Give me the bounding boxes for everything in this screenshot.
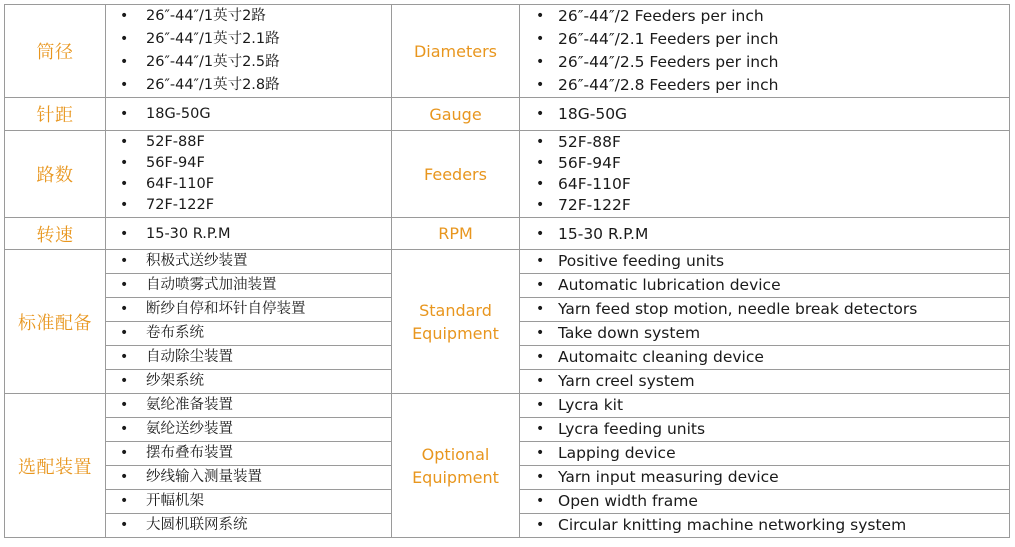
cn-list-diameters: [106, 5, 392, 98]
list-item: • 56F-94F: [106, 153, 391, 174]
en-list-diameters: [520, 5, 1010, 98]
list-item: • 72F-122F: [106, 195, 391, 216]
en-label-standard-line2: Equipment: [412, 323, 499, 343]
cn-cell-optional: [106, 466, 392, 490]
list-item: • 26″-44″/2.1 Feeders per inch: [520, 28, 1009, 51]
cn-label-rpm: 转速: [5, 218, 106, 250]
cn-label-feeders: 路数: [5, 131, 106, 218]
row-gauge: [5, 98, 1010, 131]
list-item: • 26″-44″/1英寸2路: [106, 5, 391, 28]
cn-cell-standard: [106, 250, 392, 274]
cn-cell-optional: [106, 394, 392, 418]
cn-label-standard: 标准配备: [5, 250, 106, 394]
row-diameters: [5, 5, 1010, 98]
list-item: • 26″-44″/1英寸2.8路: [106, 74, 391, 97]
cn-list-feeders: [106, 131, 392, 218]
en-cell-optional: [520, 442, 1010, 466]
list-item: • Automaitc cleaning device: [520, 346, 1009, 369]
list-item: • 摆布叠布装置: [106, 442, 391, 465]
cn-cell-standard: [106, 370, 392, 394]
cn-list-rpm: [106, 218, 392, 250]
en-cell-optional: [520, 394, 1010, 418]
list-item: • Lycra feeding units: [520, 418, 1009, 441]
en-label-rpm: RPM: [392, 218, 520, 250]
list-item: • Automatic lubrication device: [520, 274, 1009, 297]
list-item: • Circular knitting machine networking system: [520, 514, 1009, 537]
list-item: • 自动除尘装置: [106, 346, 391, 369]
cn-cell-optional: [106, 514, 392, 538]
en-cell-optional: [520, 466, 1010, 490]
en-label-feeders: Feeders: [392, 131, 520, 218]
list-item: • 卷布系统: [106, 322, 391, 345]
row-rpm: [5, 218, 1010, 250]
list-item: • 大圆机联网系统: [106, 514, 391, 537]
list-item: • 52F-88F: [106, 132, 391, 153]
en-label-optional-line1: Optional: [421, 444, 490, 464]
en-label-standard: [392, 250, 520, 394]
row-optional: [5, 394, 1010, 418]
cn-cell-standard: [106, 346, 392, 370]
en-label-standard-line1: Standard: [419, 300, 492, 320]
list-item: • Positive feeding units: [520, 250, 1009, 273]
en-cell-standard: [520, 274, 1010, 298]
en-list-feeders: [520, 131, 1010, 218]
list-item: • 26″-44″/1英寸2.5路: [106, 51, 391, 74]
list-item: • Lycra kit: [520, 394, 1009, 417]
en-cell-standard: [520, 346, 1010, 370]
list-item: • Yarn feed stop motion, needle break detectors: [520, 298, 1009, 321]
en-label-optional-line2: Equipment: [412, 467, 499, 487]
list-item: • 26″-44″/2.8 Feeders per inch: [520, 74, 1009, 97]
list-item: • 自动喷雾式加油装置: [106, 274, 391, 297]
en-cell-optional: [520, 418, 1010, 442]
cn-label-optional: 选配装置: [5, 394, 106, 538]
list-item: • Lapping device: [520, 442, 1009, 465]
cn-cell-optional: [106, 442, 392, 466]
list-item: • 纱架系统: [106, 370, 391, 393]
list-item: • Open width frame: [520, 490, 1009, 513]
en-cell-standard: [520, 298, 1010, 322]
list-item: • 26″-44″/1英寸2.1路: [106, 28, 391, 51]
cn-cell-standard: [106, 322, 392, 346]
en-cell-standard: [520, 322, 1010, 346]
en-cell-optional: [520, 514, 1010, 538]
list-item: • 18G-50G: [106, 99, 391, 129]
cn-list-gauge: [106, 98, 392, 131]
list-item: • 开幅机架: [106, 490, 391, 513]
list-item: • 18G-50G: [520, 99, 1009, 129]
list-item: • Yarn creel system: [520, 370, 1009, 393]
en-list-gauge: [520, 98, 1010, 131]
list-item: • 15-30 R.P.M: [106, 219, 391, 249]
row-feeders: [5, 131, 1010, 218]
row-standard: [5, 250, 1010, 274]
en-label-diameters: Diameters: [392, 5, 520, 98]
list-item: • 52F-88F: [520, 132, 1009, 153]
en-cell-standard: [520, 250, 1010, 274]
cn-cell-standard: [106, 298, 392, 322]
cn-label-gauge: 针距: [5, 98, 106, 131]
cn-cell-optional: [106, 418, 392, 442]
list-item: • 56F-94F: [520, 153, 1009, 174]
list-item: • 64F-110F: [520, 174, 1009, 195]
cn-cell-optional: [106, 490, 392, 514]
list-item: • 氨纶送纱装置: [106, 418, 391, 441]
en-label-gauge: Gauge: [392, 98, 520, 131]
list-item: • 纱线输入测量装置: [106, 466, 391, 489]
list-item: • 15-30 R.P.M: [520, 219, 1009, 249]
list-item: • 氨纶准备装置: [106, 394, 391, 417]
list-item: • 26″-44″/2 Feeders per inch: [520, 5, 1009, 28]
spec-table: [4, 4, 1010, 538]
cn-label-diameters: 筒径: [5, 5, 106, 98]
list-item: • 26″-44″/2.5 Feeders per inch: [520, 51, 1009, 74]
list-item: • 积极式送纱装置: [106, 250, 391, 273]
en-list-rpm: [520, 218, 1010, 250]
en-label-optional: [392, 394, 520, 538]
list-item: • 断纱自停和坏针自停装置: [106, 298, 391, 321]
en-cell-standard: [520, 370, 1010, 394]
list-item: • Take down system: [520, 322, 1009, 345]
list-item: • Yarn input measuring device: [520, 466, 1009, 489]
list-item: • 72F-122F: [520, 195, 1009, 216]
en-cell-optional: [520, 490, 1010, 514]
cn-cell-standard: [106, 274, 392, 298]
list-item: • 64F-110F: [106, 174, 391, 195]
